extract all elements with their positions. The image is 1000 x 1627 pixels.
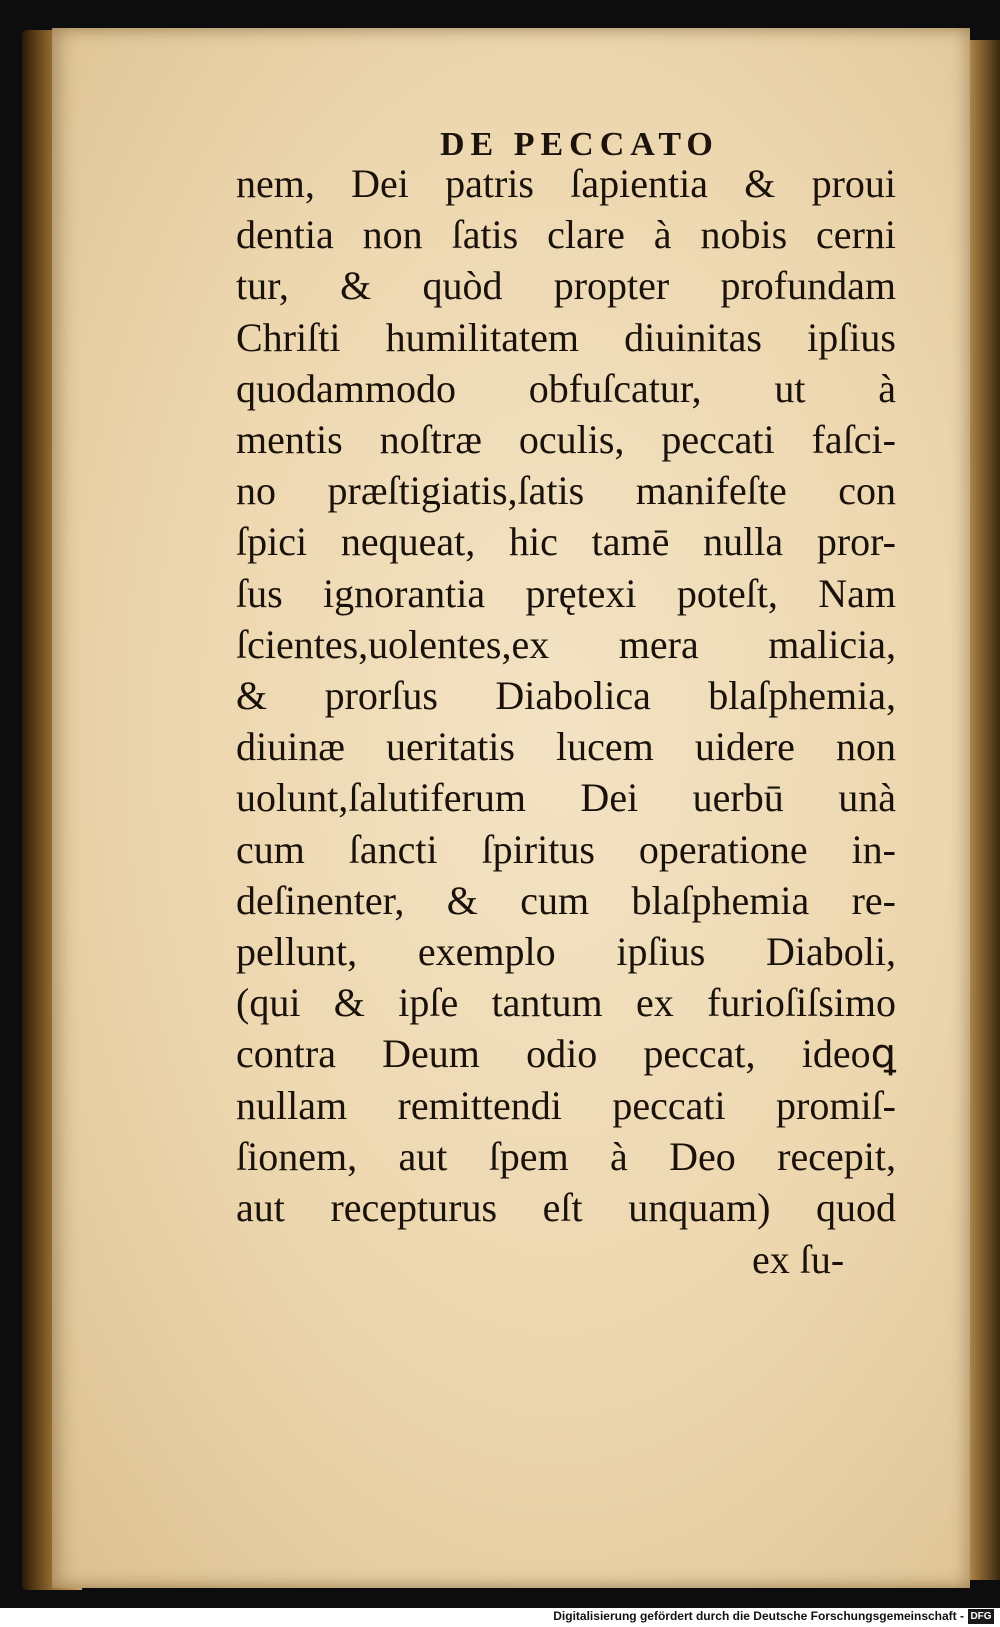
text-line: uolunt,ſalutiferum Dei uerbū unà <box>236 775 896 821</box>
text-line: ſpici nequeat, hic tamē nulla pror- <box>236 519 896 565</box>
text-block <box>236 158 896 1233</box>
text-line: contra Deum odio peccat, ideoꝗ <box>236 1031 896 1077</box>
text-line: quodammodo obfuſcatur, ut à <box>236 365 896 411</box>
text-line: pellunt, exemplo ipſius Diaboli, <box>236 929 896 975</box>
text-line: ſus ignorantia prętexi poteſt, Nam <box>236 570 896 616</box>
text-line: (qui & ipſe tantum ex furioſiſsimo <box>236 980 896 1026</box>
text-line: & prorſus Diabolica blaſphemia, <box>236 673 896 719</box>
text-line: cum ſancti ſpiritus operatione in- <box>236 826 896 872</box>
text-line: Chriſti humilitatem diuinitas ipſius <box>236 314 896 360</box>
text-line: nem, Dei patris ſapientia & proui <box>236 161 896 206</box>
text-line: dentia non ſatis clare à nobis cerni <box>236 212 896 258</box>
dfg-logo: DFG <box>968 1609 994 1624</box>
text-line: tur, & quòd propter profundam <box>236 263 896 309</box>
running-head: DE PECCATO <box>440 126 719 163</box>
text-line: diuinæ ueritatis lucem uidere non <box>236 724 896 770</box>
text-line: ſcientes,uolentes,ex mera malicia, <box>236 621 896 667</box>
footer-credit: Digitalisierung gefördert durch die Deutsche Forschungsgemeinschaft - <box>553 1609 964 1623</box>
text-line: mentis noſtræ oculis, peccati faſci- <box>236 417 896 463</box>
text-line: deſinenter, & cum blaſphemia re- <box>236 877 896 923</box>
text-line: no præſtigiatis,ſatis manifeſte con <box>236 468 896 514</box>
catchword: ex ſu- <box>752 1237 845 1282</box>
text-line: aut recepturus eſt unquam) quod <box>236 1185 896 1231</box>
text-line: ſionem, aut ſpem à Deo recepit, <box>236 1133 896 1179</box>
text-line: nullam remittendi peccati promiſ- <box>236 1082 896 1128</box>
